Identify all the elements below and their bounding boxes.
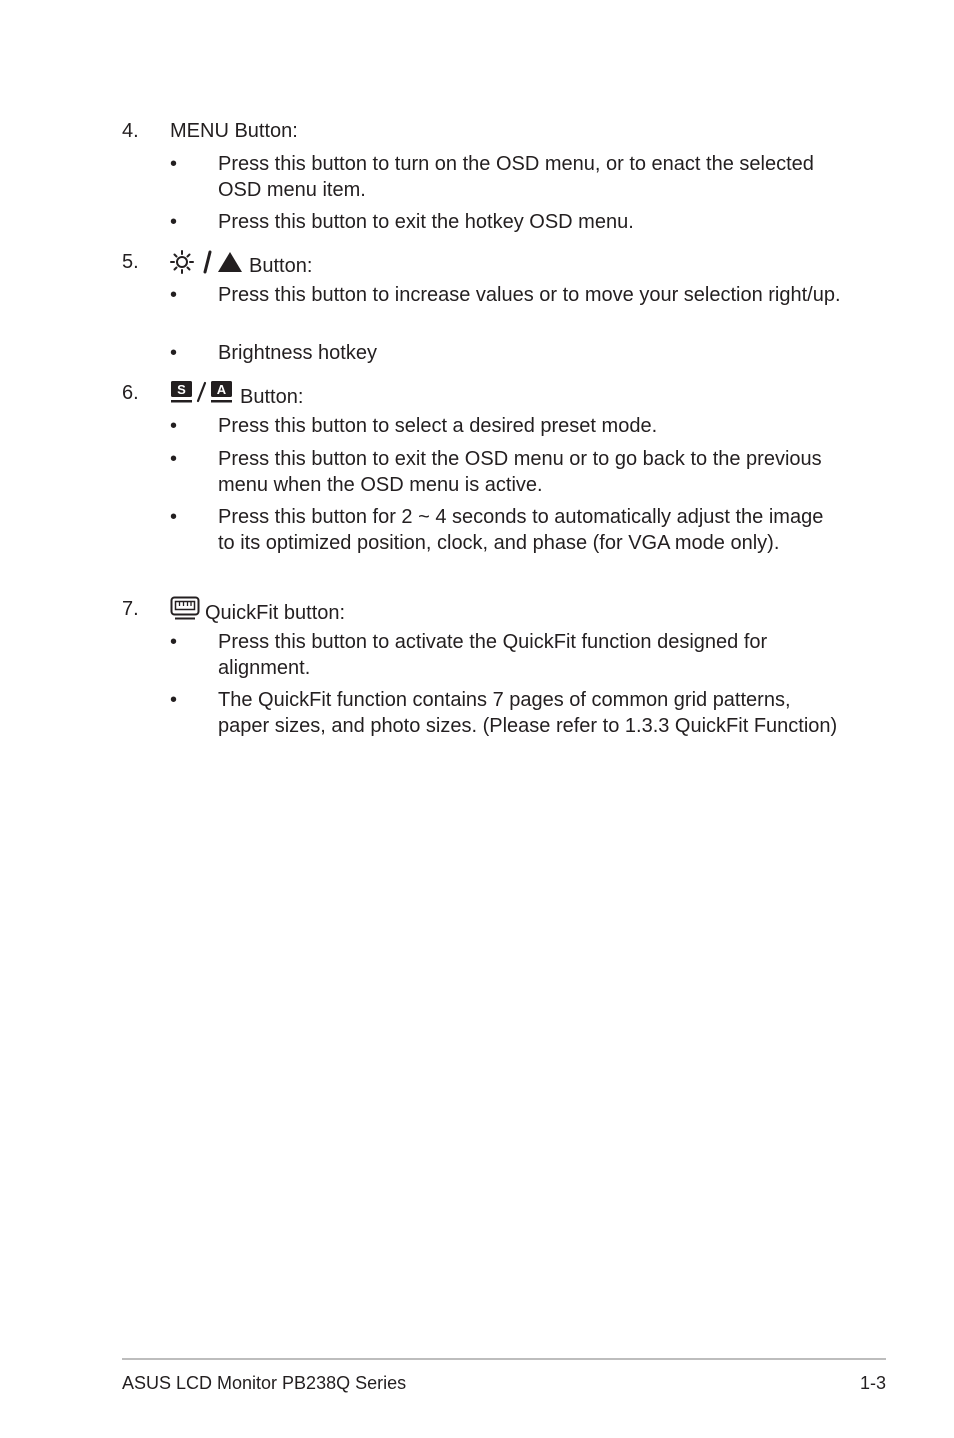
bullet-text: The QuickFit function contains 7 pages of common grid patterns, paper sizes, and photo sizes. (Please refer to 1.3.3 QuickFit Function) (218, 689, 838, 737)
item-label: Button: (240, 385, 304, 408)
page-number: 1-3 (859, 1373, 886, 1393)
bullet-symbol: • (170, 284, 178, 306)
footer-divider (122, 1358, 886, 1360)
item-heading (170, 249, 312, 282)
icon-letter-s: S (177, 382, 186, 397)
splendid-auto-adjust-icon (170, 380, 234, 413)
bullet-text: Press this button to exit the hotkey OSD menu. (218, 211, 634, 233)
bullet-text: Press this button to activate the QuickFit function designed for alignment. (218, 631, 768, 679)
item-heading (170, 596, 345, 629)
bullet-symbol: • (170, 506, 178, 528)
bullet-text: Press this button for 2 ~ 4 seconds to automatically adjust the image to its optimized position, clock, and phase (for VGA mode only). (218, 506, 824, 554)
item-label: QuickFit button: (205, 601, 346, 624)
bullet-symbol: • (170, 631, 178, 653)
item-number: 6. (122, 382, 139, 404)
bullet-text: Press this button to increase values or to move your selection right/up. (218, 284, 841, 306)
bullet-symbol: • (170, 211, 178, 233)
bullet-symbol: • (170, 448, 178, 470)
bullet-symbol: • (170, 689, 178, 711)
icon-letter-a: A (216, 382, 227, 397)
item-number: 5. (122, 251, 139, 273)
bullet-text: Press this button to exit the OSD menu or to go back to the previous menu when the OSD menu is active. (218, 448, 822, 496)
brightness-up-icon (170, 249, 244, 282)
item-label: Button: (249, 254, 313, 277)
item-heading (170, 380, 303, 413)
bullet-symbol: • (170, 415, 178, 437)
bullet-text: Brightness hotkey (218, 342, 377, 364)
footer-title: ASUS LCD Monitor PB238Q Series (122, 1373, 407, 1393)
bullet-text: Press this button to select a desired preset mode. (218, 415, 658, 437)
quickfit-icon (170, 596, 200, 629)
bullet-symbol: • (170, 342, 178, 364)
item-label: MENU Button: (170, 120, 298, 142)
item-number: 4. (122, 120, 139, 142)
bullet-symbol: • (170, 153, 178, 175)
bullet-text: Press this button to turn on the OSD menu, or to enact the selected OSD menu item. (218, 153, 814, 201)
item-number: 7. (122, 598, 139, 620)
